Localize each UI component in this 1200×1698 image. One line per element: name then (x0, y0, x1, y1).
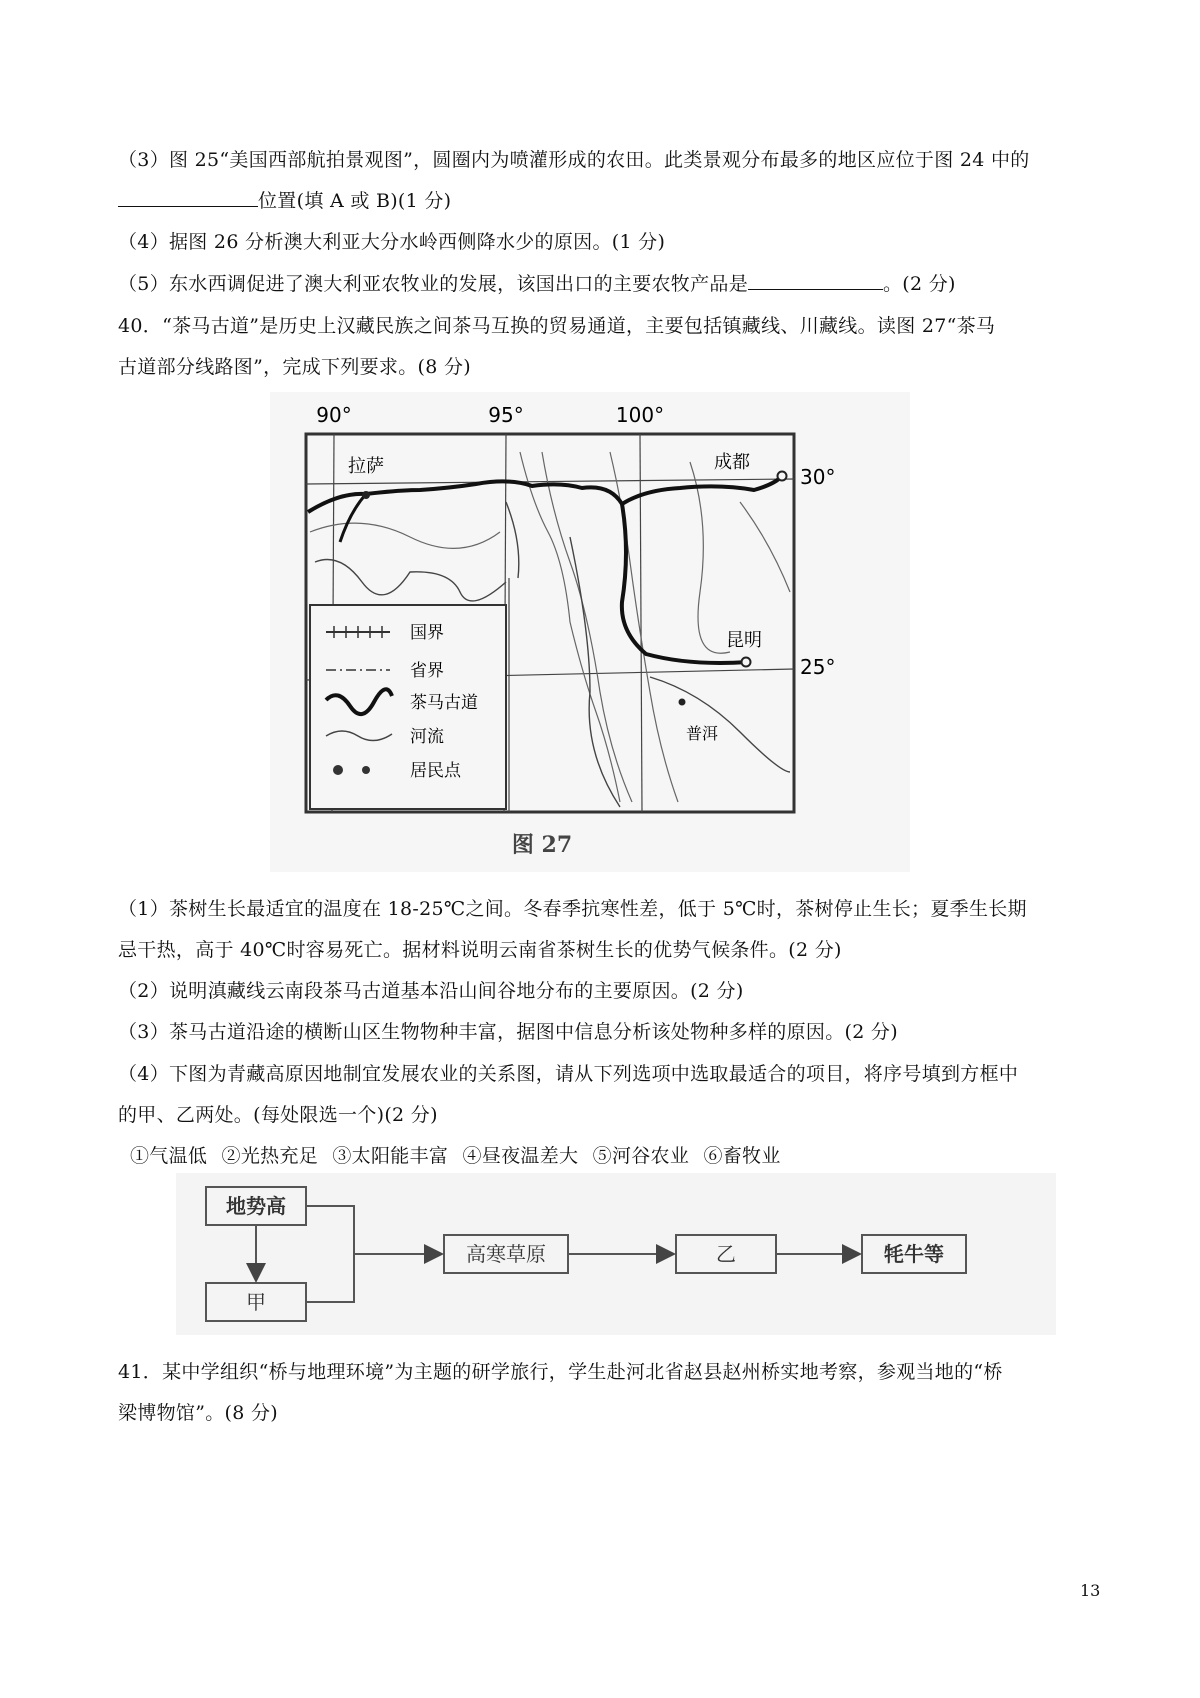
lat-label-30: 30° (800, 465, 836, 489)
box-jia-label: 甲 (246, 1290, 266, 1314)
q40-part1-line2: 忌干热，高于 40℃时容易死亡。据材料说明云南省茶树生长的优势气候条件。(2 分) (118, 939, 842, 961)
q39-part4: （4）据图 26 分析澳大利亚大分水岭西侧降水少的原因。(1 分) (118, 231, 666, 253)
legend-label-river: 河流 (410, 727, 444, 747)
q40-part4-line2: 的甲、乙两处。(每处限选一个)(2 分) (118, 1104, 438, 1126)
settlement-chengdu (778, 472, 787, 481)
q39-part3-line1: （3）图 25“美国西部航拍景观图”，圆圈内为喷灌形成的农田。此类景观分布最多的地区应位于图 24 中的 (118, 149, 1030, 171)
box-alpine-grassland-label: 高寒草原 (466, 1242, 546, 1266)
q40-intro-line1: 40．“茶马古道”是历史上汉藏民族之间茶马互换的贸易通道，主要包括镇藏线、川藏线。读图 27“茶马 (118, 315, 996, 337)
lat-label-25: 25° (800, 655, 836, 679)
lon-label-100: 100° (615, 403, 665, 427)
flow-diagram-svg (176, 1173, 1056, 1335)
legend-label-tea-road: 茶马古道 (410, 693, 478, 713)
tea-horse-road-map (270, 392, 910, 872)
q40-part2: （2）说明滇藏线云南段茶马古道基本沿山间谷地分布的主要原因。(2 分) (118, 980, 744, 1002)
q39-part3-line2-text: 位置(填 A 或 B)(1 分) (258, 190, 452, 212)
settlement-lhasa (362, 491, 370, 499)
map-figure-27 (270, 392, 910, 872)
lon-label-90: 90° (316, 403, 352, 427)
q39-part5-prefix: （5）东水西调促进了澳大利亚农牧业的发展，该国出口的主要农牧产品是 (118, 273, 748, 295)
page-number: 13 (1080, 1581, 1101, 1600)
city-label-chengdu: 成都 (714, 452, 750, 473)
box-yi-label: 乙 (716, 1242, 736, 1266)
box-high-terrain-label: 地势高 (226, 1194, 286, 1218)
q41-line2: 梁博物馆”。(8 分) (118, 1402, 278, 1424)
settlement-puer (679, 699, 686, 706)
legend-label-provincial-border: 省界 (410, 661, 444, 681)
q39-part3-line2 (118, 186, 451, 213)
q40-intro-line2: 古道部分线路图”，完成下列要求。(8 分) (118, 356, 471, 378)
answer-blank-products[interactable] (748, 271, 883, 290)
answer-blank-a-b[interactable] (118, 188, 258, 207)
settlement-kunming (742, 658, 751, 667)
q40-part3: （3）茶马古道沿途的横断山区生物物种丰富，据图中信息分析该处物种多样的原因。(2 分) (118, 1021, 898, 1043)
q39-part5-suffix: 。(2 分) (883, 273, 956, 295)
legend-label-settlement: 居民点 (410, 761, 461, 781)
box-yak-label: 牦牛等 (884, 1242, 944, 1266)
city-label-puer: 普洱 (686, 724, 719, 743)
legend-label-national-border: 国界 (410, 623, 444, 643)
q40-part4-line1: （4）下图为青藏高原因地制宜发展农业的关系图，请从下列选项中选取最适合的项目，将序号填到方框中 (118, 1063, 1019, 1085)
q41-line1: 41．某中学组织“桥与地理环境”为主题的研学旅行，学生赴河北省赵县赵州桥实地考察，参观当地的“桥 (118, 1361, 1003, 1383)
q40-options: ①气温低 ②光热充足 ③太阳能丰富 ④昼夜温差大 ⑤河谷农业 ⑥畜牧业 (130, 1145, 781, 1167)
figure-caption: 图 27 (511, 832, 573, 858)
city-label-kunming: 昆明 (726, 630, 762, 651)
city-label-lhasa: 拉萨 (348, 456, 384, 477)
q40-part1-line1: （1）茶树生长最适宜的温度在 18-25℃之间。冬春季抗寒性差，低于 5℃时，茶树停止生长；夏季生长期 (118, 898, 1027, 920)
lon-label-95: 95° (488, 403, 524, 427)
q39-part5 (118, 269, 956, 296)
flow-diagram (176, 1173, 1056, 1335)
